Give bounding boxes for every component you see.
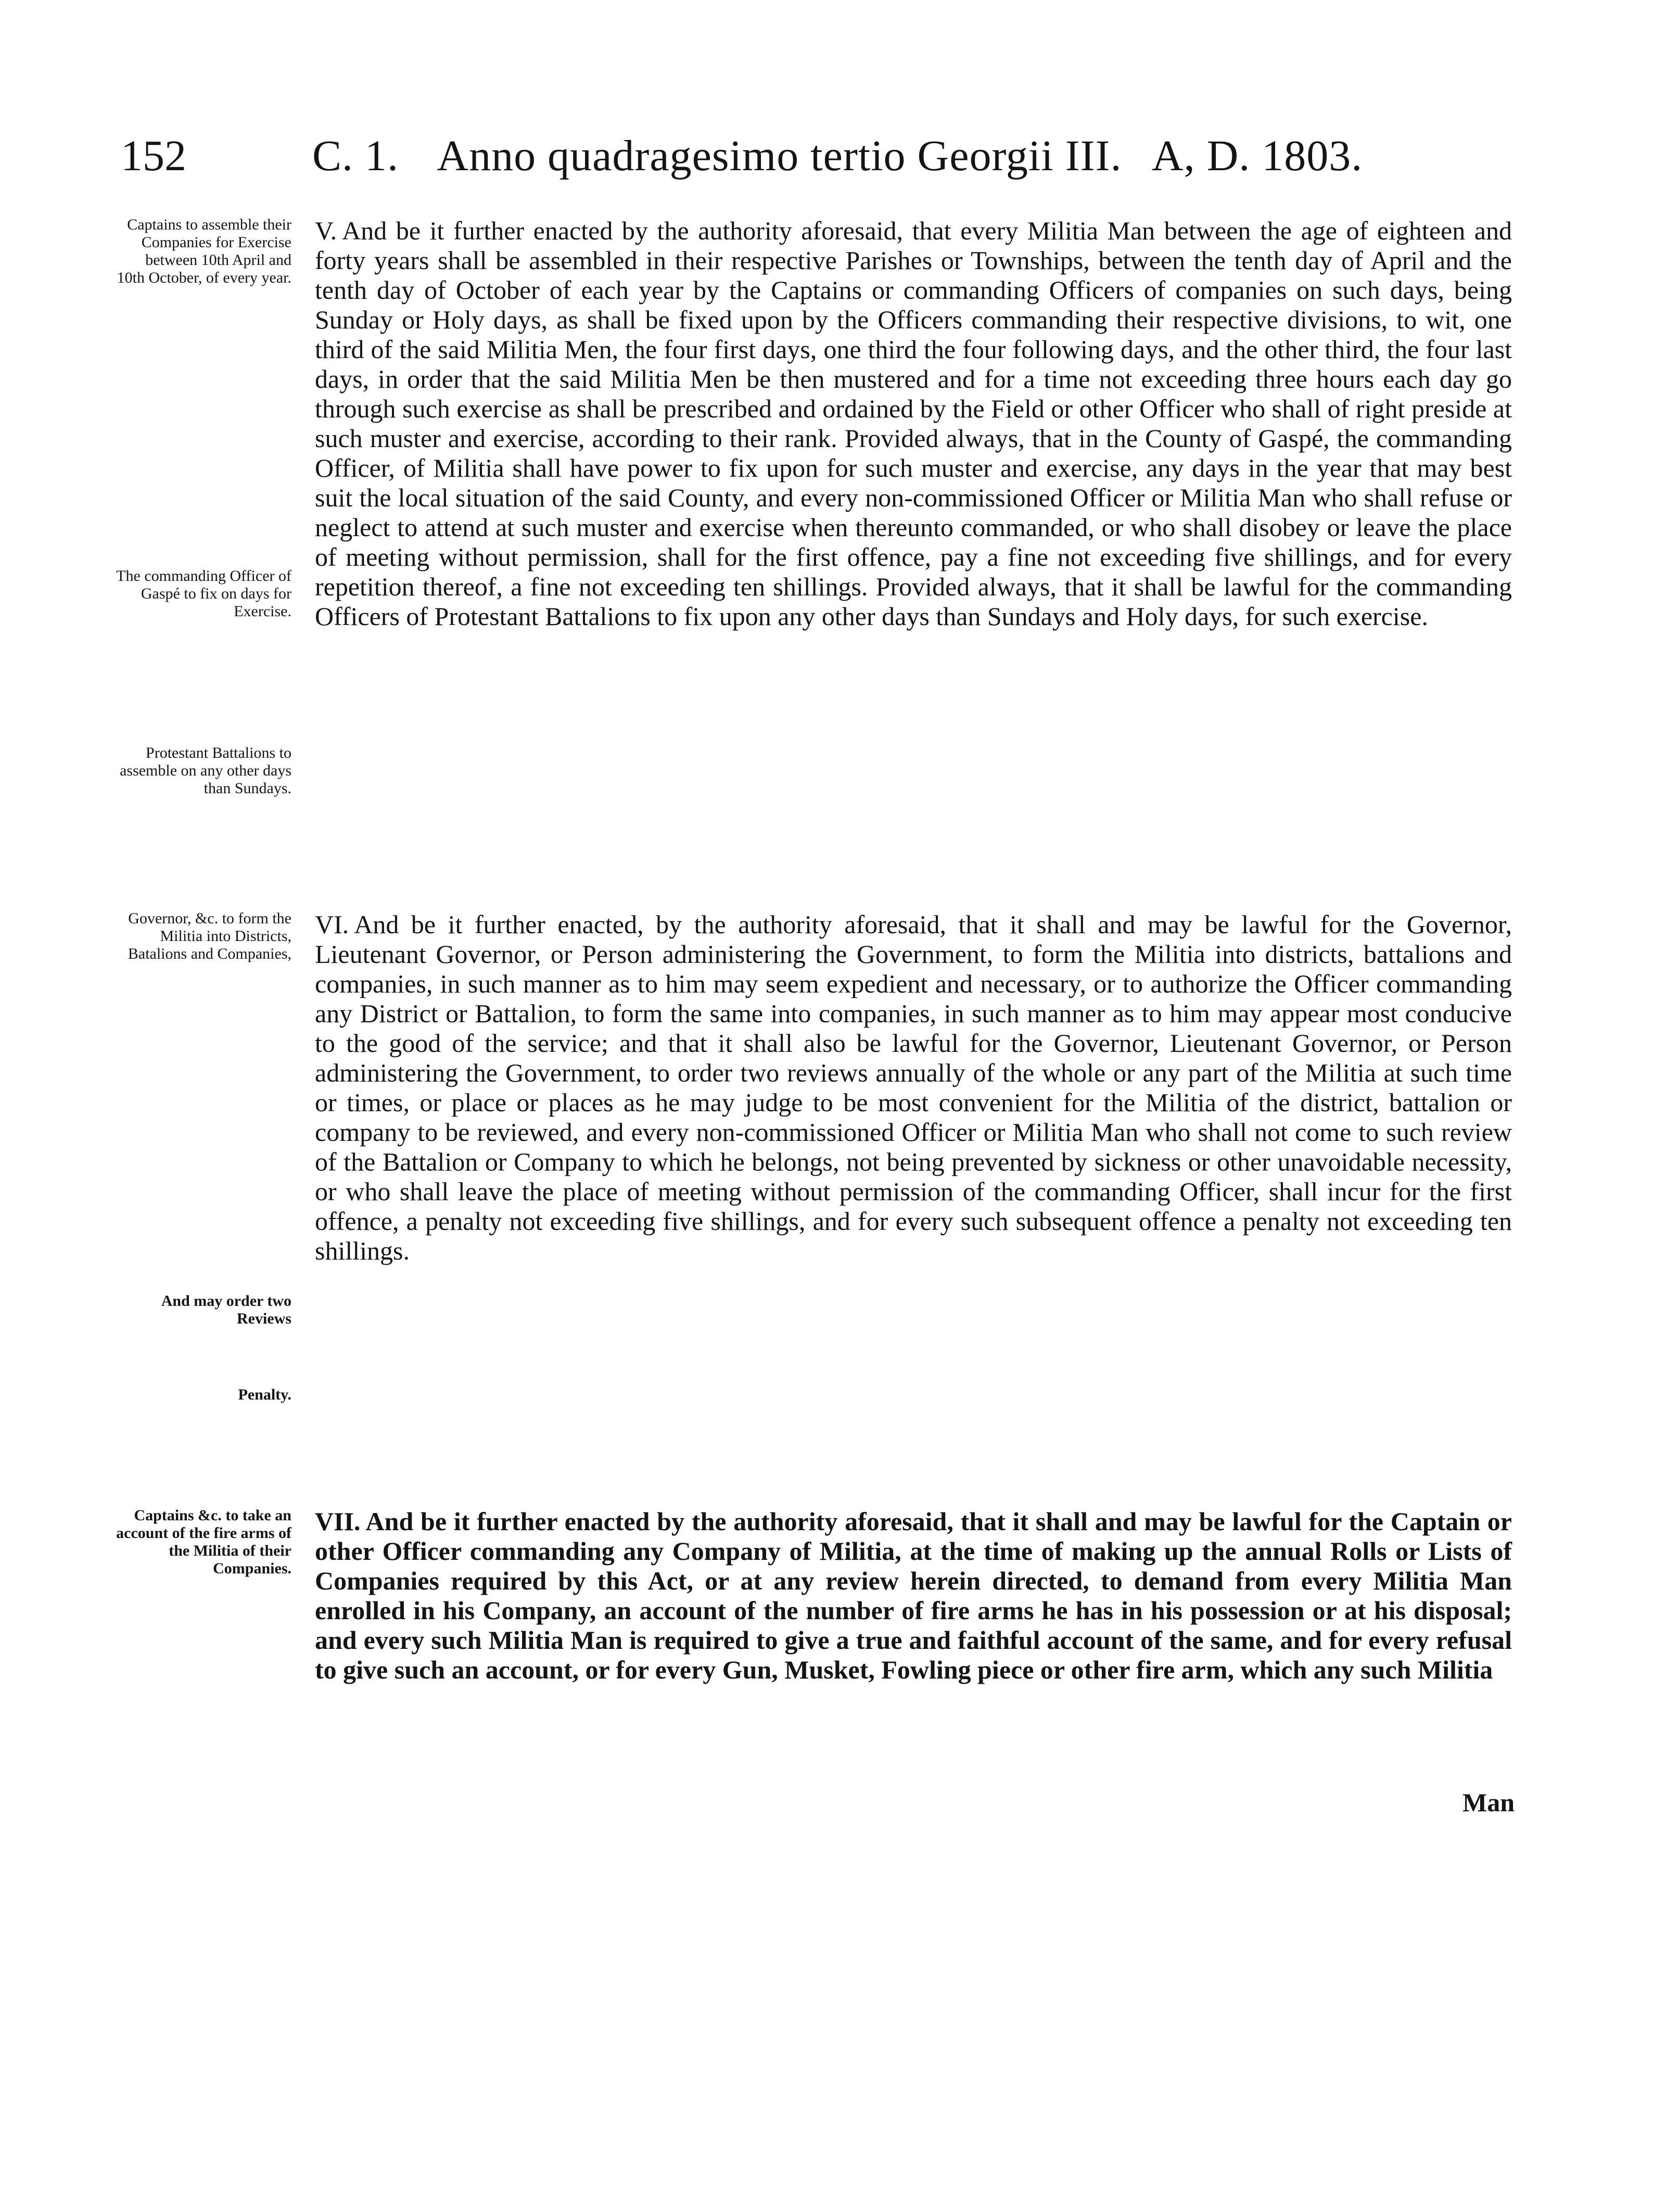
section-v-body: And be it further enacted by the authority aforesaid, that every Militia Man between the age of eighteen and forty years shall be assembled in their respective Parishes or Townships, between the tenth day of April and the tenth day of October of each year by the Captains or commanding Officers of companies on such days, being Sunday or Holy days, as shall be fixed upon by the Officers commanding their respective divisions, to wit, one third of the said Militia Men, the four first days, one third the four following days, and the other third, the four last days, in order that the said Militia Men be then mustered and for a time not exceeding three hours each day go through such exercise as shall be prescribed and ordained by the Field or other Officer who shall of right preside at such muster and exercise, according to their rank. Provided always, that in the County of Gaspé, the commanding Officer, of Militia shall have power to fix upon for such muster and exercise, any days in the year that may best suit the local situation of the said County, and every non-commissioned Officer or Militia Man who shall refuse or neglect to attend at such muster and exercise when thereunto commanded, or who shall disobey or leave the place of meeting without permission, shall for the first offence, pay a fine not exceeding five shillings, and for every repetition thereof, a fine not exceeding ten shillings. Provided always, that it shall be lawful for the commanding Officers of Protestant Battalions to fix upon any other days than Sundays and Holy days, for such exercise. (315, 216, 1512, 631)
section-number: V. (315, 216, 337, 245)
margin-note-gaspe: The commanding Officer of Gaspé to fix on days for Exercise. (116, 567, 291, 620)
section-vi (115, 910, 1515, 1461)
margin-note-penalty: Penalty. (238, 1386, 291, 1403)
section-vi-text (315, 910, 1512, 1266)
section-v-text (315, 216, 1512, 631)
year-label: A, D. 1803. (1151, 132, 1363, 180)
section-vii-text (315, 1507, 1512, 1685)
running-head (312, 130, 1494, 182)
act-title: Anno quadragesimo tertio Georgii III. (437, 132, 1122, 180)
section-vi-body: And be it further enacted, by the authority aforesaid, that it shall and may be lawful for the Governor, Lieutenant Governor, or Person administering the Government, to form the Militia into districts, battalions and companies, in such manner as to him may seem expedient and necessary, or to authorize the Officer commanding any District or Battalion, to form the same into companies, in such manner as to him may appear most conducive to the good of the service; and that it shall also be lawful for the Governor, Lieutenant Governor, or Person administering the Government, to order two reviews annually of the whole or any part of the Militia at such time or times, or place or places as he may judge to be most convenient for the Militia of the district, battalion or company to be reviewed, and every non-commissioned Officer or Militia Man who shall not come to such review of the Battalion or Company to which he belongs, not being prevented by sickness or other unavoidable necessity, or who shall leave the place of meeting without permission of the commanding Officer, shall incur for the first offence, a penalty not exceeding five shillings, and for every such subsequent offence a penalty not exceeding ten shillings. (315, 910, 1512, 1265)
section-v (115, 216, 1515, 851)
margin-note-exercise-period: Captains to assemble their Companies for Exercise between 10th April and 10th October, of every year. (117, 216, 291, 286)
section-number: VI. (315, 910, 349, 939)
section-vii-body: And be it further enacted by the authority aforesaid, that it shall and may be lawful for the Captain or other Officer commanding any Company of Militia, at the time of making up the annual Rolls or Lists of Companies required by this Act, or at any review herein directed, to demand from every Militia Man enrolled in his Company, an account of the number of fire arms he has in his possession or at his disposal; and every such Militia Man is required to give a true and faithful account of the same, and for every refusal to give such an account, or for every Gun, Musket, Fowling piece or other fire arm, which any such Militia (315, 1507, 1512, 1684)
margin-note-protestant-battalions: Protestant Battalions to assemble on any other days than Sundays. (120, 744, 291, 797)
margin-note-form-militia: Governor, &c. to form the Militia into Districts, Batalions and Companies, (128, 910, 291, 962)
page-number: 152 (121, 132, 186, 180)
chapter-label: C. 1. (312, 132, 399, 180)
section-vii (115, 1507, 1515, 1829)
margin-note-reviews: And may order two Reviews (161, 1292, 291, 1327)
catchword: Man (1462, 1788, 1515, 1817)
section-number: VII. (315, 1507, 361, 1536)
margin-note-fire-arms: Captains &c. to take an account of the fire arms of the Militia of their Companies. (116, 1507, 291, 1577)
